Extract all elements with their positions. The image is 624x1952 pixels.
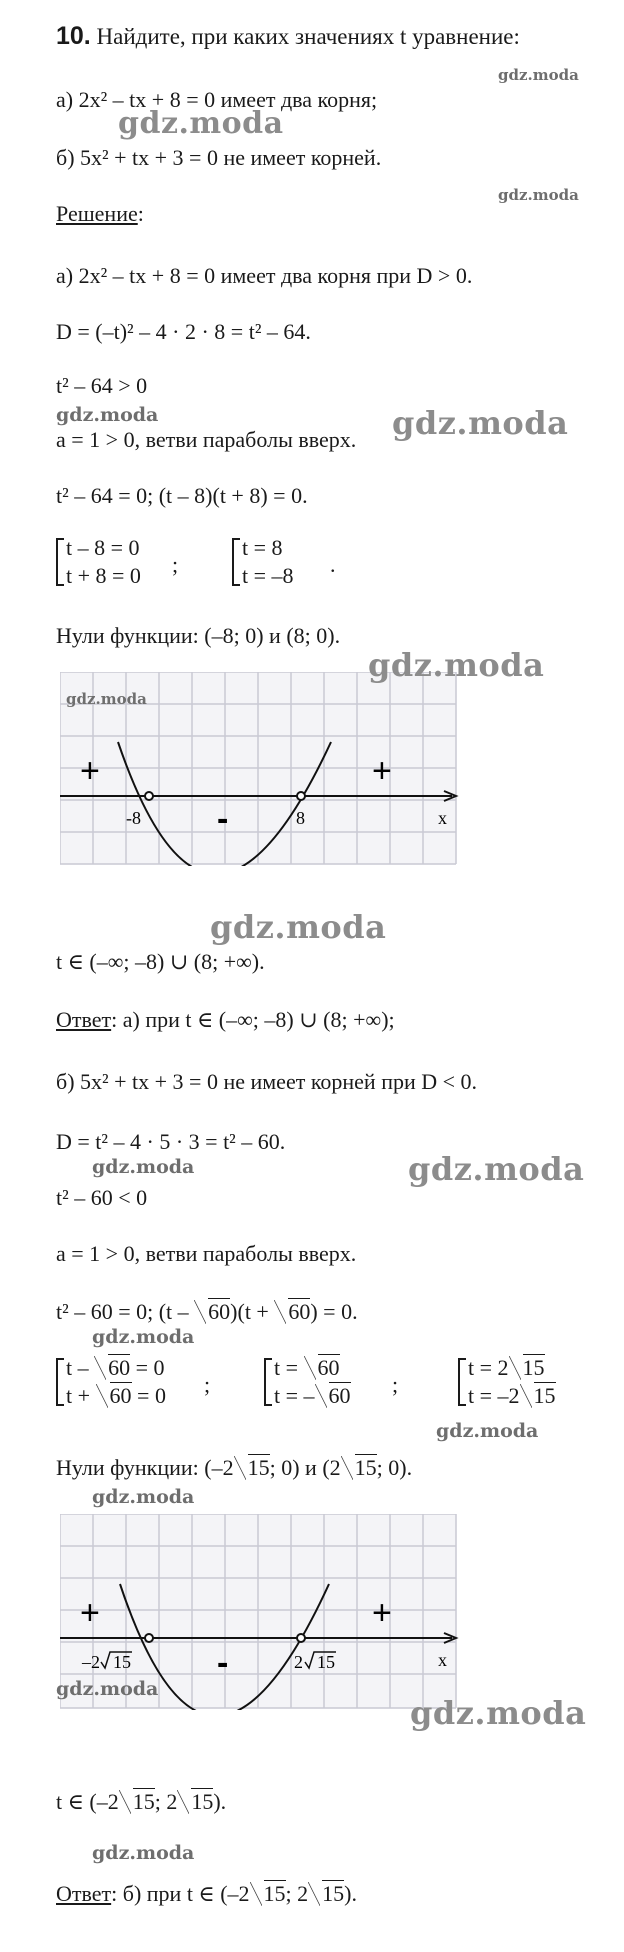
a-line4: a = 1 > 0, ветви параболы вверх. (56, 427, 357, 452)
graph-a-root-left-point (145, 792, 153, 800)
watermark: gdz.moda (498, 186, 579, 204)
problem-number: 10. (56, 22, 91, 50)
graph-b-root-right-point (297, 1634, 305, 1642)
sqrt-sign (520, 1382, 556, 1410)
b-sys3-row1-rad: 15 (522, 1355, 545, 1380)
watermark: gdz.moda (210, 908, 387, 946)
b-line5-radicand1: 60 (208, 1299, 231, 1324)
problem-part-b: б) 5x² + tx + 3 = 0 не имеет корней. (56, 145, 382, 170)
b-answer (56, 1880, 357, 1908)
b-sys1-row2 (66, 1382, 166, 1410)
a-sys2-row2: t = –8 (242, 563, 294, 588)
b-sys2-row2 (274, 1382, 351, 1410)
b-sys3-row2-a: t = –2 (468, 1383, 520, 1408)
watermark: gdz.moda (92, 1156, 195, 1178)
b-zeros-e: ; 0). (376, 1455, 413, 1480)
b-sys3-row1 (468, 1354, 556, 1382)
b-interval-rad1: 15 (132, 1789, 155, 1814)
watermark: gdz.moda (56, 1678, 159, 1700)
a-line5: t² – 64 = 0; (t – 8)(t + 8) = 0. (56, 483, 308, 508)
b-sys3-row2 (468, 1382, 556, 1410)
a-sys1-row1: t – 8 = 0 (66, 535, 140, 560)
sqrt-sign (341, 1454, 377, 1482)
graph-b-root-right-a: 2 (294, 1652, 303, 1672)
b-sys1-row2-a: t + (66, 1383, 96, 1408)
b-system-3 (458, 1354, 556, 1410)
b-sys3-row1-a: t = 2 (468, 1355, 509, 1380)
graph-b-axis-label: x (438, 1650, 447, 1670)
b-interval-rad2: 15 (191, 1789, 214, 1814)
graph-b-minus: - (217, 1644, 229, 1682)
b-sys1-row2-rad: 60 (109, 1383, 132, 1408)
a-system-2 (232, 534, 294, 590)
sqrt-sign (308, 1880, 344, 1908)
sqrt-sign (509, 1354, 545, 1382)
b-zeros (56, 1454, 412, 1482)
solution-label: Решение (56, 201, 138, 226)
graph-b-plus-right: + (372, 1594, 392, 1632)
b-interval-e: ). (213, 1789, 227, 1814)
graph-b-root-right-rad: 15 (317, 1652, 335, 1672)
b-sys3-row2-rad: 15 (533, 1383, 556, 1408)
graph-a-plus-right: + (372, 752, 392, 790)
sqrt-sign (315, 1382, 351, 1410)
b-system-1 (56, 1354, 166, 1410)
graph-a-root-right-point (297, 792, 305, 800)
b-zeros-c: ; 0) и (2 (269, 1455, 341, 1480)
b-interval (56, 1788, 226, 1816)
problem-header (56, 22, 520, 51)
a-sys1-row2: t + 8 = 0 (66, 563, 141, 588)
b-sys-separator-1: ; (204, 1372, 211, 1397)
b-sys2-row2-a: t = – (274, 1383, 315, 1408)
watermark: gdz.moda (92, 1842, 195, 1864)
sqrt-sign (94, 1354, 130, 1382)
a-answer-text: : а) при t ∈ (–∞; –8) ∪ (8; +∞); (111, 1007, 395, 1032)
b-line4: a = 1 > 0, ветви параболы вверх. (56, 1241, 357, 1266)
watermark: gdz.moda (66, 690, 147, 708)
sqrt-sign (96, 1382, 132, 1410)
a-answer (56, 1006, 395, 1034)
graph-b-root-left-a: –2 (82, 1652, 100, 1672)
sqrt-sign (250, 1880, 286, 1908)
b-zeros-a: Нули функции: (–2 (56, 1455, 234, 1480)
sqrt-sign (304, 1354, 340, 1382)
b-line5-part1: t² – 60 = 0; (t – (56, 1299, 195, 1324)
graph-b-plus-left: + (80, 1594, 100, 1632)
watermark: gdz.moda (392, 404, 569, 442)
solution-heading: Решение: (56, 201, 144, 226)
graph-a-root-left: -8 (126, 808, 141, 828)
b-answer-a: : б) при t ∈ (–2 (111, 1881, 250, 1906)
b-answer-e: ). (344, 1881, 357, 1906)
b-answer-rad2: 15 (322, 1881, 345, 1906)
b-line3: t² – 60 < 0 (56, 1185, 148, 1210)
b-sys2-row1 (274, 1354, 351, 1382)
b-system-2 (264, 1354, 351, 1410)
b-zeros-rad1: 15 (247, 1455, 270, 1480)
watermark: gdz.moda (408, 1150, 585, 1188)
b-answer-rad1: 15 (263, 1881, 286, 1906)
sqrt-sign (194, 1298, 230, 1326)
watermark: gdz.moda (92, 1326, 195, 1348)
sqrt-sign (274, 1298, 310, 1326)
a-line2: D = (–t)² – 4 · 2 · 8 = t² – 64. (56, 319, 311, 344)
watermark: gdz.moda (436, 1420, 539, 1442)
watermark: gdz.moda (118, 106, 284, 141)
problem-statement: Найдите, при каких значениях t уравнение: (96, 24, 520, 49)
a-sys-end: . (330, 552, 336, 577)
b-sys-separator-2: ; (392, 1372, 399, 1397)
b-line5-part2: )(t + (230, 1299, 275, 1324)
b-sys1-row1-rad: 60 (108, 1355, 131, 1380)
b-interval-c: ; 2 (154, 1789, 178, 1814)
b-line5-radicand2: 60 (288, 1299, 311, 1324)
b-sys2-row1-rad: 60 (317, 1355, 340, 1380)
b-line5 (56, 1298, 358, 1326)
watermark: gdz.moda (498, 66, 579, 84)
b-sys1-row1-a: t – (66, 1355, 95, 1380)
b-sys1-row2-c: = 0 (131, 1383, 166, 1408)
a-interval: t ∈ (–∞; –8) ∪ (8; +∞). (56, 949, 265, 974)
b-line1: б) 5x² + tx + 3 = 0 не имеет корней при D < 0. (56, 1069, 478, 1094)
b-sys1-row1-c: = 0 (130, 1355, 165, 1380)
b-answer-label: Ответ (56, 1881, 112, 1906)
graph-a-root-right: 8 (296, 808, 305, 828)
watermark: gdz.moda (92, 1486, 195, 1508)
b-sys1-row1 (66, 1354, 166, 1382)
watermark: gdz.moda (368, 646, 545, 684)
graph-a-plus-left: + (80, 752, 100, 790)
graph-b-root-left-point (145, 1634, 153, 1642)
graph-a-minus: - (217, 800, 229, 838)
a-system-1 (56, 534, 141, 590)
sqrt-sign (119, 1788, 155, 1816)
b-zeros-rad2: 15 (354, 1455, 377, 1480)
a-line1: а) 2x² – tx + 8 = 0 имеет два корня при D > 0. (56, 263, 473, 288)
a-zeros: Нули функции: (–8; 0) и (8; 0). (56, 623, 341, 648)
problem-part-a: а) 2x² – tx + 8 = 0 имеет два корня; (56, 87, 378, 112)
b-line5-part3: ) = 0. (310, 1299, 358, 1324)
graph-b-root-left-rad: 15 (113, 1652, 131, 1672)
a-sys2-row1: t = 8 (242, 535, 283, 560)
sqrt-sign (234, 1454, 270, 1482)
b-sys2-row2-rad: 60 (328, 1383, 351, 1408)
b-line2: D = t² – 4 · 5 · 3 = t² – 60. (56, 1129, 286, 1154)
watermark: gdz.moda (410, 1694, 587, 1732)
graph-a-axis-label: x (438, 808, 447, 828)
b-sys2-row1-a: t = (274, 1355, 304, 1380)
sqrt-sign (177, 1788, 213, 1816)
a-sys-separator: ; (172, 552, 179, 577)
a-line3: t² – 64 > 0 (56, 373, 148, 398)
b-answer-c: ; 2 (285, 1881, 309, 1906)
b-interval-a: t ∈ (–2 (56, 1789, 119, 1814)
a-answer-label: Ответ (56, 1007, 112, 1032)
watermark: gdz.moda (56, 404, 159, 426)
